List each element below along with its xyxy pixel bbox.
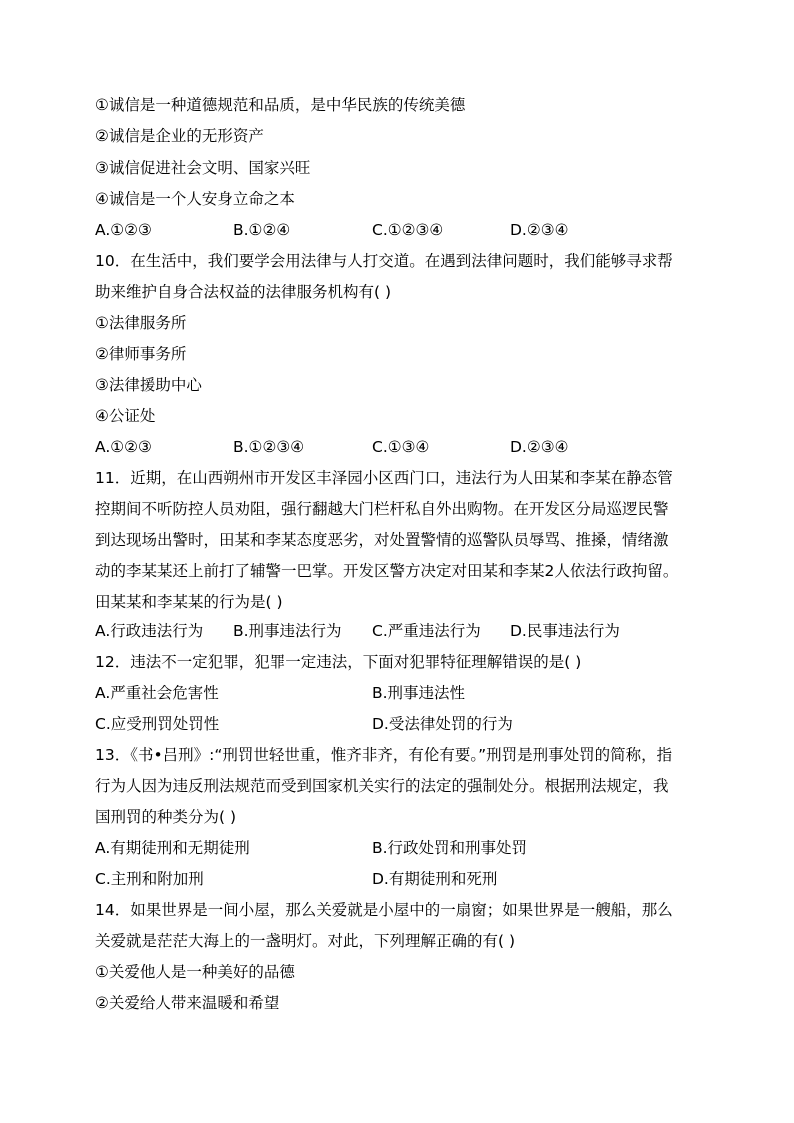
q13-stem-line-3: 国刑罚的种类分为( ) bbox=[95, 808, 237, 826]
q12-option-b: B.刑事违法性 bbox=[372, 684, 466, 702]
q13-option-b: B.行政处罚和刑事处罚 bbox=[372, 839, 528, 857]
q11-stem-line-2: 控期间不听防控人员劝阻，强行翻越大门栏杆私自外出购物。在开发区分局巡逻民警 bbox=[95, 500, 669, 518]
q9-item-4: ④诚信是一个人安身立命之本 bbox=[95, 190, 295, 208]
q14-stem-line-1: 14．如果世界是一间小屋，那么关爱就是小屋中的一扇窗；如果世界是一艘船，那么 bbox=[95, 901, 673, 919]
q10-option-b: B.①②③④ bbox=[233, 438, 305, 456]
q12-stem-line-1: 12．违法不一定犯罪，犯罪一定违法，下面对犯罪特征理解错误的是( ) bbox=[95, 653, 582, 671]
q12-option-d: D.受法律处罚的行为 bbox=[372, 715, 513, 733]
q9-item-2: ②诚信是企业的无形资产 bbox=[95, 127, 264, 145]
q10-item-2: ②律师事务所 bbox=[95, 345, 187, 363]
q10-option-a: A.①②③ bbox=[95, 438, 152, 456]
q9-option-a: A.①②③ bbox=[95, 221, 152, 239]
q13-option-d: D.有期徒刑和死刑 bbox=[372, 870, 498, 888]
q13-option-c: C.主刑和附加刑 bbox=[95, 870, 204, 888]
q9-option-d: D.②③④ bbox=[510, 221, 569, 239]
q12-option-a: A.严重社会危害性 bbox=[95, 684, 219, 702]
q13-stem-line-1: 13．《书•吕刑》:“刑罚世轻世重，惟齐非齐，有伦有要。”刑罚是刑事处罚的简称，指 bbox=[95, 746, 673, 764]
q13-stem-line-2: 行为人因为违反刑法规范而受到国家机关实行的法定的强制处分。根据刑法规定，我 bbox=[95, 777, 669, 795]
q10-item-1: ①法律服务所 bbox=[95, 314, 187, 332]
q13-option-a: A.有期徒刑和无期徒刑 bbox=[95, 839, 250, 857]
q10-item-4: ④公证处 bbox=[95, 407, 156, 425]
q9-option-c: C.①②③④ bbox=[372, 221, 444, 239]
q9-option-b: B.①②④ bbox=[233, 221, 291, 239]
q9-item-3: ③诚信促进社会文明、国家兴旺 bbox=[95, 159, 311, 177]
q12-option-c: C.应受刑罚处罚性 bbox=[95, 715, 220, 733]
q11-option-a: A.行政违法行为 bbox=[95, 622, 204, 640]
q10-option-c: C.①③④ bbox=[372, 438, 430, 456]
q11-option-c: C.严重违法行为 bbox=[372, 622, 481, 640]
q10-option-d: D.②③④ bbox=[510, 438, 569, 456]
q11-stem-line-1: 11．近期，在山西朔州市开发区丰泽园小区西门口，违法行为人田某和李某在静态管 bbox=[95, 469, 673, 487]
q11-stem-line-5: 田某某和李某某的行为是( ) bbox=[95, 593, 283, 611]
q14-stem-line-2: 关爱就是茫茫大海上的一盏明灯。对此，下列理解正确的有( ) bbox=[95, 932, 516, 950]
q9-item-1: ①诚信是一种道德规范和品质，是中华民族的传统美德 bbox=[95, 96, 466, 114]
q14-item-2: ②关爱给人带来温暖和希望 bbox=[95, 994, 280, 1012]
q10-stem-line-1: 10．在生活中，我们要学会用法律与人打交道。在遇到法律问题时，我们能够寻求帮 bbox=[95, 252, 673, 270]
q11-option-d: D.民事违法行为 bbox=[510, 622, 620, 640]
q11-option-b: B.刑事违法行为 bbox=[233, 622, 342, 640]
q10-item-3: ③法律援助中心 bbox=[95, 376, 202, 394]
q11-stem-line-4: 动的李某某还上前打了辅警一巴掌。开发区警方决定对田某和李某2人依法行政拘留。 bbox=[95, 562, 679, 580]
q11-stem-line-3: 到达现场出警时，田某和李某态度恶劣，对处置警情的巡警队员辱骂、推搡，情绪激 bbox=[95, 531, 669, 549]
q10-stem-line-2: 助来维护自身合法权益的法律服务机构有( ) bbox=[95, 283, 392, 301]
q14-item-1: ①关爱他人是一种美好的品德 bbox=[95, 963, 295, 981]
